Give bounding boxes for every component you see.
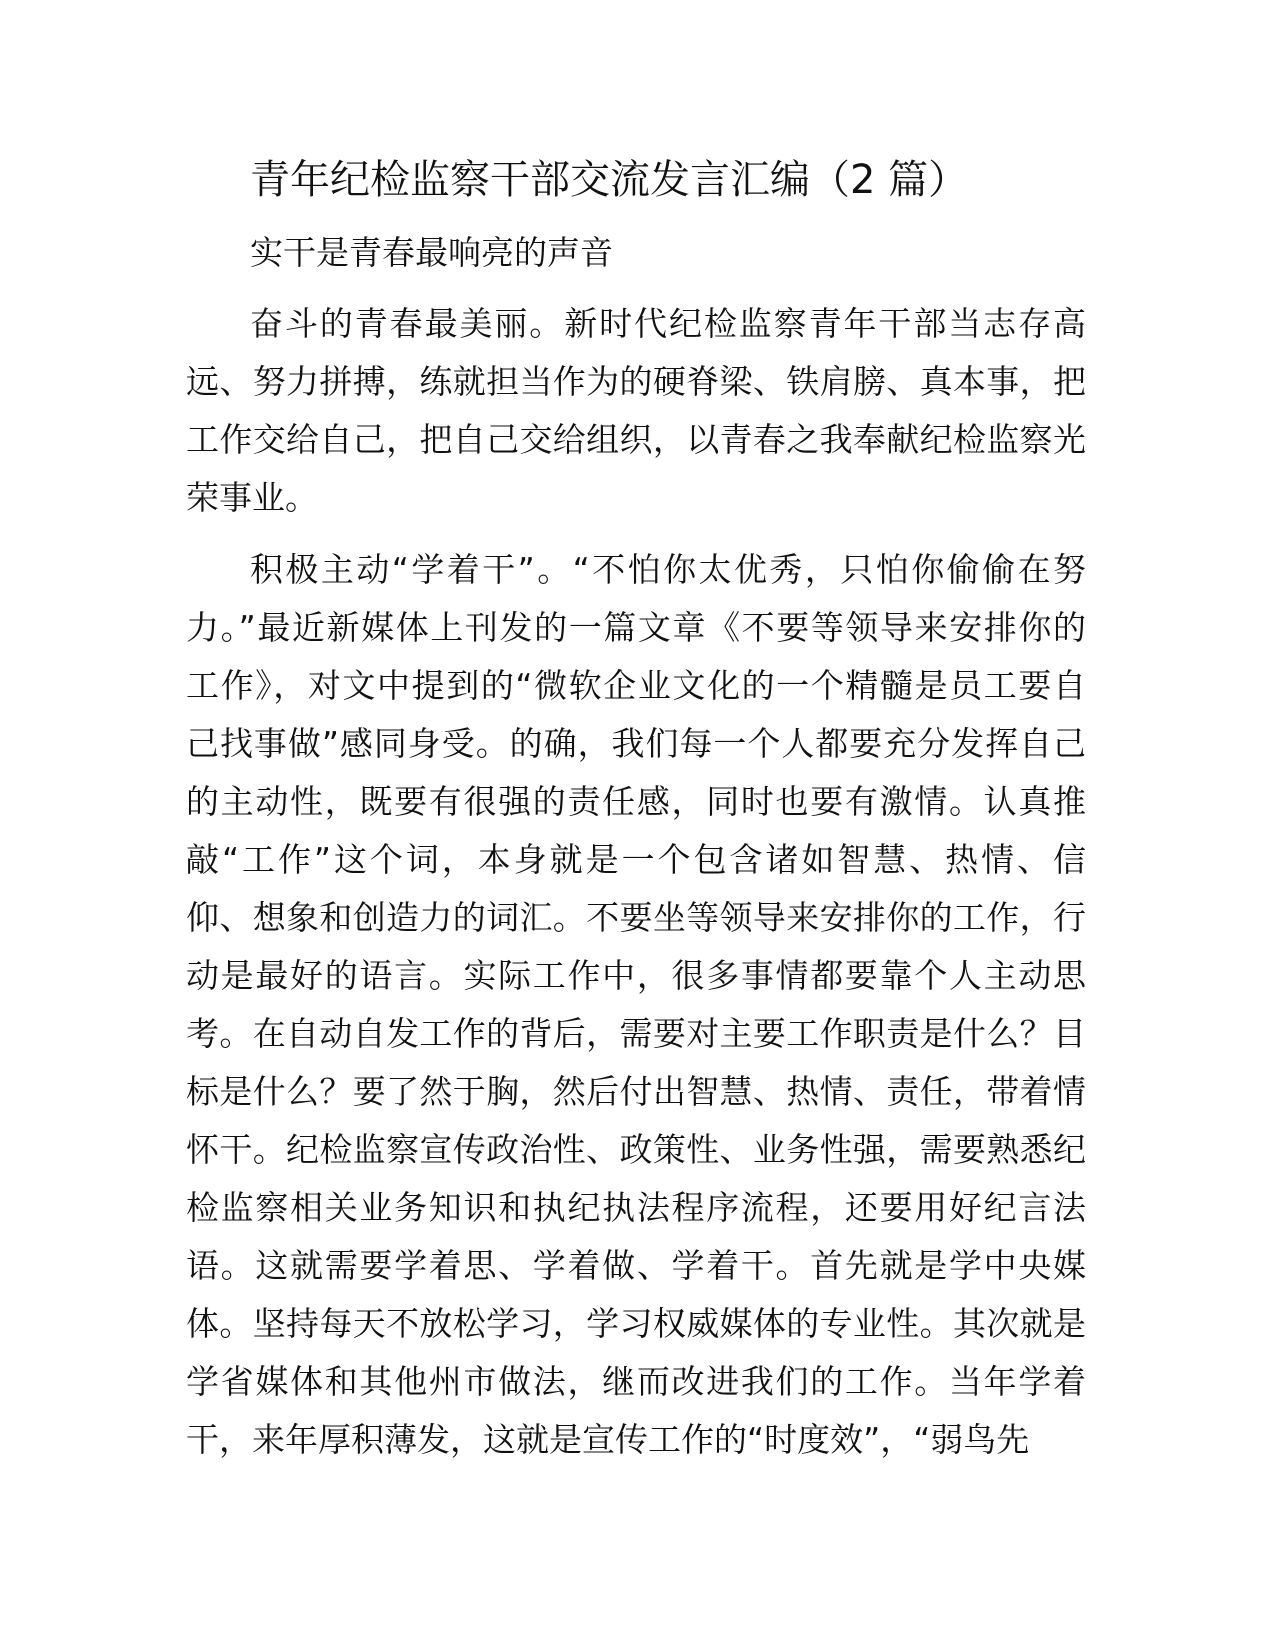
document-body (186, 295, 1086, 1483)
paragraph-line: 语。这就需要学着思、学着做、学着干。首先就是学中央媒 (186, 1246, 1086, 1285)
paragraph-line: 干，来年厚积薄发，这就是宣传工作的“时度效”，“弱鸟先 (186, 1420, 1030, 1459)
paragraph-line: 检监察相关业务知识和执纪执法程序流程，还要用好纪言法 (186, 1188, 1086, 1227)
document-title: 青年纪检监察干部交流发言汇编（2 篇） (250, 157, 969, 203)
paragraph-line: 仰、想象和创造力的词汇。不要坐等领导来安排你的工作，行 (186, 898, 1086, 937)
paragraph-line: 的主动性，既要有很强的责任感，同时也要有激情。认真推 (186, 782, 1086, 821)
paragraph-line: 体。坚持每天不放松学习，学习权威媒体的专业性。其次就是 (186, 1304, 1086, 1343)
paragraph-line: 考。在自动自发工作的背后，需要对主要工作职责是什么？目 (186, 1014, 1086, 1053)
paragraph (186, 541, 1086, 1469)
paragraph-line: 工作交给自己，把自己交给组织，以青春之我奉献纪检监察光 (186, 420, 1086, 459)
paragraph-line: 力。”最近新媒体上刊发的一篇文章《不要等领导来安排你的 (186, 608, 1086, 647)
paragraph-line: 标是什么？要了然于胸，然后付出智慧、热情、责任，带着情 (186, 1072, 1086, 1111)
document-subtitle: 实干是青春最响亮的声音 (250, 233, 613, 272)
paragraph-line: 工作》，对文中提到的“微软企业文化的一个精髓是员工要自 (186, 666, 1086, 705)
paragraph-line: 怀干。纪检监察宣传政治性、政策性、业务性强，需要熟悉纪 (186, 1130, 1086, 1169)
paragraph-line: 己找事做”感同身受。的确，我们每一个人都要充分发挥自己 (186, 724, 1086, 763)
paragraph-line: 敲“工作”这个词，本身就是一个包含诸如智慧、热情、信 (186, 840, 1086, 879)
paragraph-line: 学省媒体和其他州市做法，继而改进我们的工作。当年学着 (186, 1362, 1086, 1401)
paragraph-line: 荣事业。 (186, 478, 318, 517)
paragraph-line: 远、努力拼搏，练就担当作为的硬脊梁、铁肩膀、真本事，把 (186, 362, 1086, 401)
paragraph (186, 295, 1086, 527)
paragraph-line: 动是最好的语言。实际工作中，很多事情都要靠个人主动思 (186, 956, 1086, 995)
paragraph-line: 奋斗的青春最美丽。新时代纪检监察青年干部当志存高 (250, 304, 1086, 343)
paragraph-line: 积极主动“学着干”。“不怕你太优秀，只怕你偷偷在努 (250, 550, 1086, 589)
